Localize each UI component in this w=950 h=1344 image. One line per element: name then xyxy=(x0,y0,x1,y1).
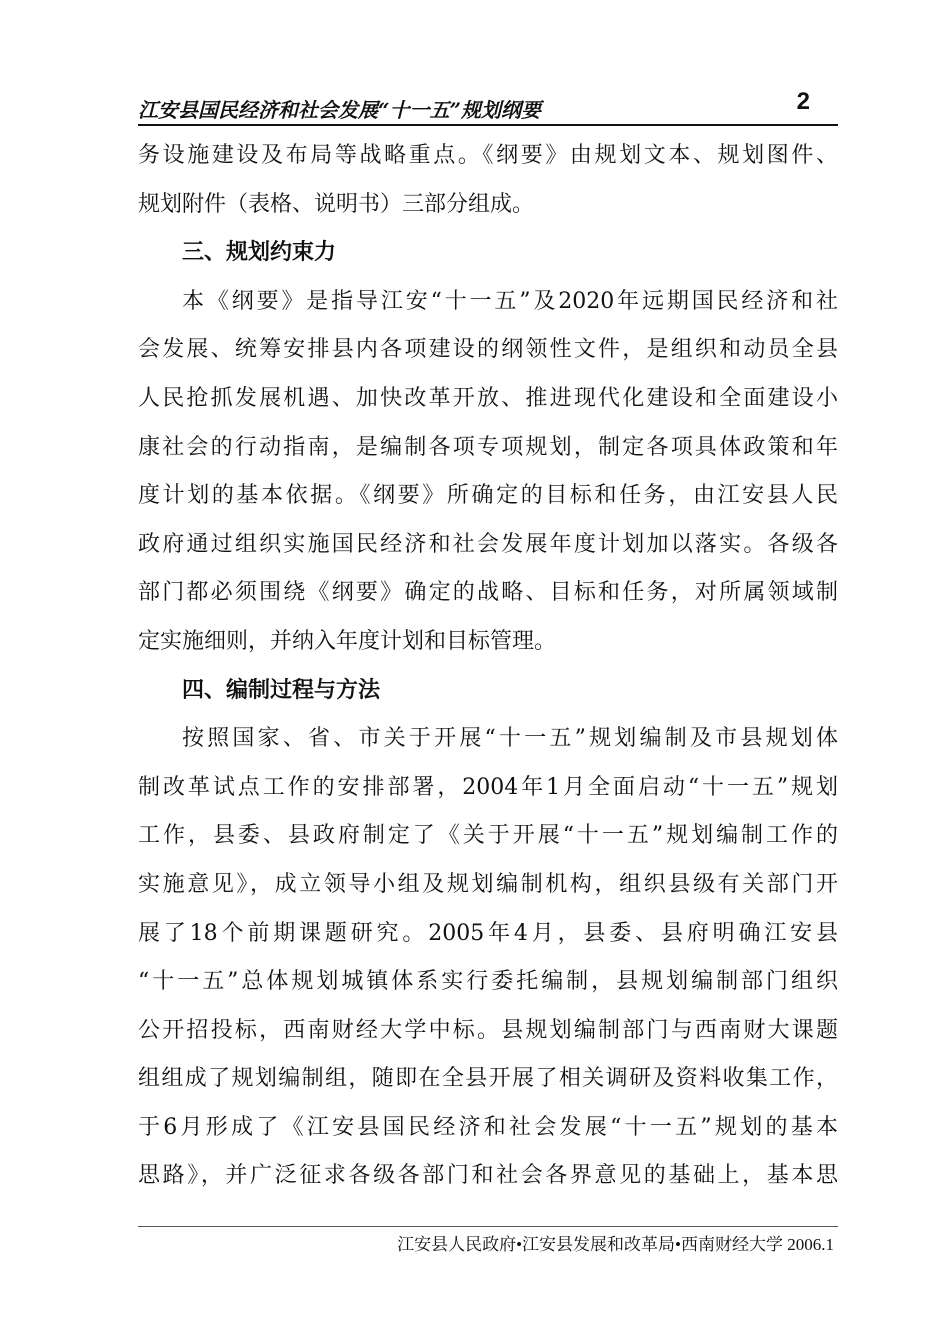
paragraph-line: 规划附件（表格、说明书）三部分组成。 xyxy=(138,191,535,217)
paragraph-line: 于6月形成了《江安县国民经济和社会发展“十一五”规划的基本 xyxy=(138,1114,838,1140)
section-heading: 三、规划约束力 xyxy=(182,240,337,266)
footer-divider xyxy=(138,1226,838,1227)
paragraph-line: 实施意见》，成立领导小组及规划编制机构，组织县级有关部门开 xyxy=(138,871,838,897)
paragraph-line: 公开招投标，西南财经大学中标。县规划编制部门与西南财大课题 xyxy=(138,1017,838,1043)
paragraph-line: 部门都必须围绕《纲要》确定的战略、目标和任务，对所属领域制 xyxy=(138,580,838,606)
paragraph-line: 思路》，并广泛征求各级各部门和社会各界意见的基础上，基本思 xyxy=(138,1163,838,1189)
section-heading: 四、编制过程与方法 xyxy=(182,677,381,703)
page-header xyxy=(138,84,838,126)
paragraph-line: 本《纲要》是指导江安“十一五”及2020年远期国民经济和社 xyxy=(182,288,838,314)
paragraph-line: 政府通过组织实施国民经济和社会发展年度计划加以落实。各级各 xyxy=(138,531,838,557)
footer-text: 江安县人民政府•江安县发展和改革局•西南财经大学 2006.1 xyxy=(397,1235,834,1254)
page-number: 2 xyxy=(796,88,810,115)
paragraph-line: “十一五”总体规划城镇体系实行委托编制，县规划编制部门组织 xyxy=(138,969,838,995)
paragraph-line: 制改革试点工作的安排部署，2004年1月全面启动“十一五”规划 xyxy=(138,774,838,800)
body-text xyxy=(138,132,838,1201)
paragraph-line: 工作，县委、县政府制定了《关于开展“十一五”规划编制工作的 xyxy=(138,823,838,849)
paragraph-line: 度计划的基本依据。《纲要》所确定的目标和任务，由江安县人民 xyxy=(138,483,838,509)
header-title: 江安县国民经济和社会发展“十一五”规划纲要 xyxy=(138,98,542,122)
paragraph-line: 定实施细则，并纳入年度计划和目标管理。 xyxy=(138,628,557,654)
paragraph-line: 展了18个前期课题研究。2005年4月，县委、县府明确江安县 xyxy=(138,920,838,946)
paragraph-line: 康社会的行动指南，是编制各项专项规划，制定各项具体政策和年 xyxy=(138,434,838,460)
paragraph-line: 会发展、统筹安排县内各项建设的纲领性文件，是组织和动员全县 xyxy=(138,337,838,363)
paragraph-line: 人民抢抓发展机遇、加快改革开放、推进现代化建设和全面建设小 xyxy=(138,385,838,411)
paragraph-line: 按照国家、省、市关于开展“十一五”规划编制及市县规划体 xyxy=(182,726,838,752)
paragraph-line: 组组成了规划编制组，随即在全县开展了相关调研及资料收集工作， xyxy=(138,1066,838,1092)
paragraph-line: 务设施建设及布局等战略重点。《纲要》由规划文本、规划图件、 xyxy=(138,143,838,168)
